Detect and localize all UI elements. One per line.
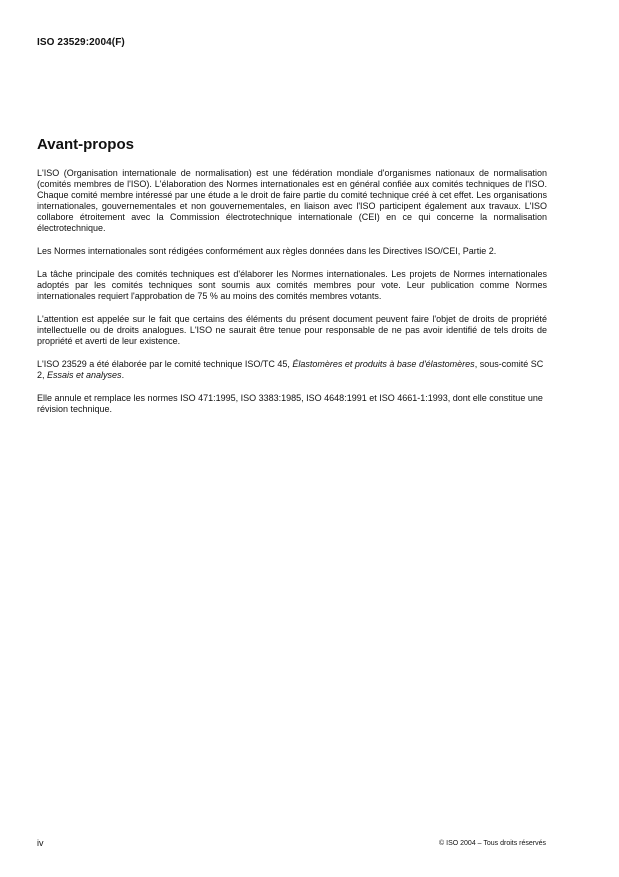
page-title: Avant-propos	[37, 136, 134, 153]
paragraph-replacement: Elle annule et remplace les normes ISO 471:1995, ISO 3383:1985, ISO 4648:1991 et ISO 4661-1:1993, dont elle constitue une révision technique.	[37, 393, 543, 414]
page-number: iv	[37, 838, 44, 848]
foreword-body	[37, 168, 547, 427]
paragraph-patent-rights: L'attention est appelée sur le fait que certains des éléments du présent document peuvent faire l'objet de droits de propriété intellectuelle ou de droits analogues. L'ISO ne saurait être tenue pour responsable de ne pas avoir identifié de tels droits de propriété et averti de leur existence.	[37, 314, 547, 346]
committee-title: Élastomères et produits à base d'élastomères	[292, 359, 475, 369]
subcommittee-title: Essais et analyses	[47, 370, 122, 380]
paragraph-committee-info	[37, 359, 547, 381]
copyright-notice: © ISO 2004 – Tous droits réservés	[439, 840, 546, 847]
paragraph-directives: Les Normes internationales sont rédigées conformément aux règles données dans les Directives ISO/CEI, Partie 2.	[37, 246, 497, 256]
committee-text-end: .	[121, 370, 125, 380]
paragraph-technical-committees: La tâche principale des comités techniques est d'élaborer les Normes internationales. Les projets de Normes internationales adoptés par les comités techniques sont soumis aux comités membres pour vote. Leur publication comme Normes internationales requiert l'approbation de 75 % au moins des comités membres votants.	[37, 269, 547, 301]
document-id: ISO 23529:2004(F)	[37, 37, 125, 48]
committee-text-start: L'ISO 23529 a été élaborée par le comité technique ISO/TC 45,	[37, 359, 293, 369]
paragraph-iso-organisation: L'ISO (Organisation internationale de normalisation) est une fédération mondiale d'organismes nationaux de normalisation (comités membres de l'ISO). L'élaboration des Normes internationales est en général confiée aux comités techniques de l'ISO. Chaque comité membre intéressé par une étude a le droit de faire partie du comité technique créé à cet effet. Les organisations internationales, gouvernementales et non gouvernementales, en liaison avec l'ISO participent également aux travaux. L'ISO collabore étroitement avec la Commission électrotechnique internationale (CEI) en ce qui concerne la normalisation électrotechnique.	[37, 168, 547, 233]
committee-text-middle: , sous-comité SC 2,	[37, 359, 544, 380]
